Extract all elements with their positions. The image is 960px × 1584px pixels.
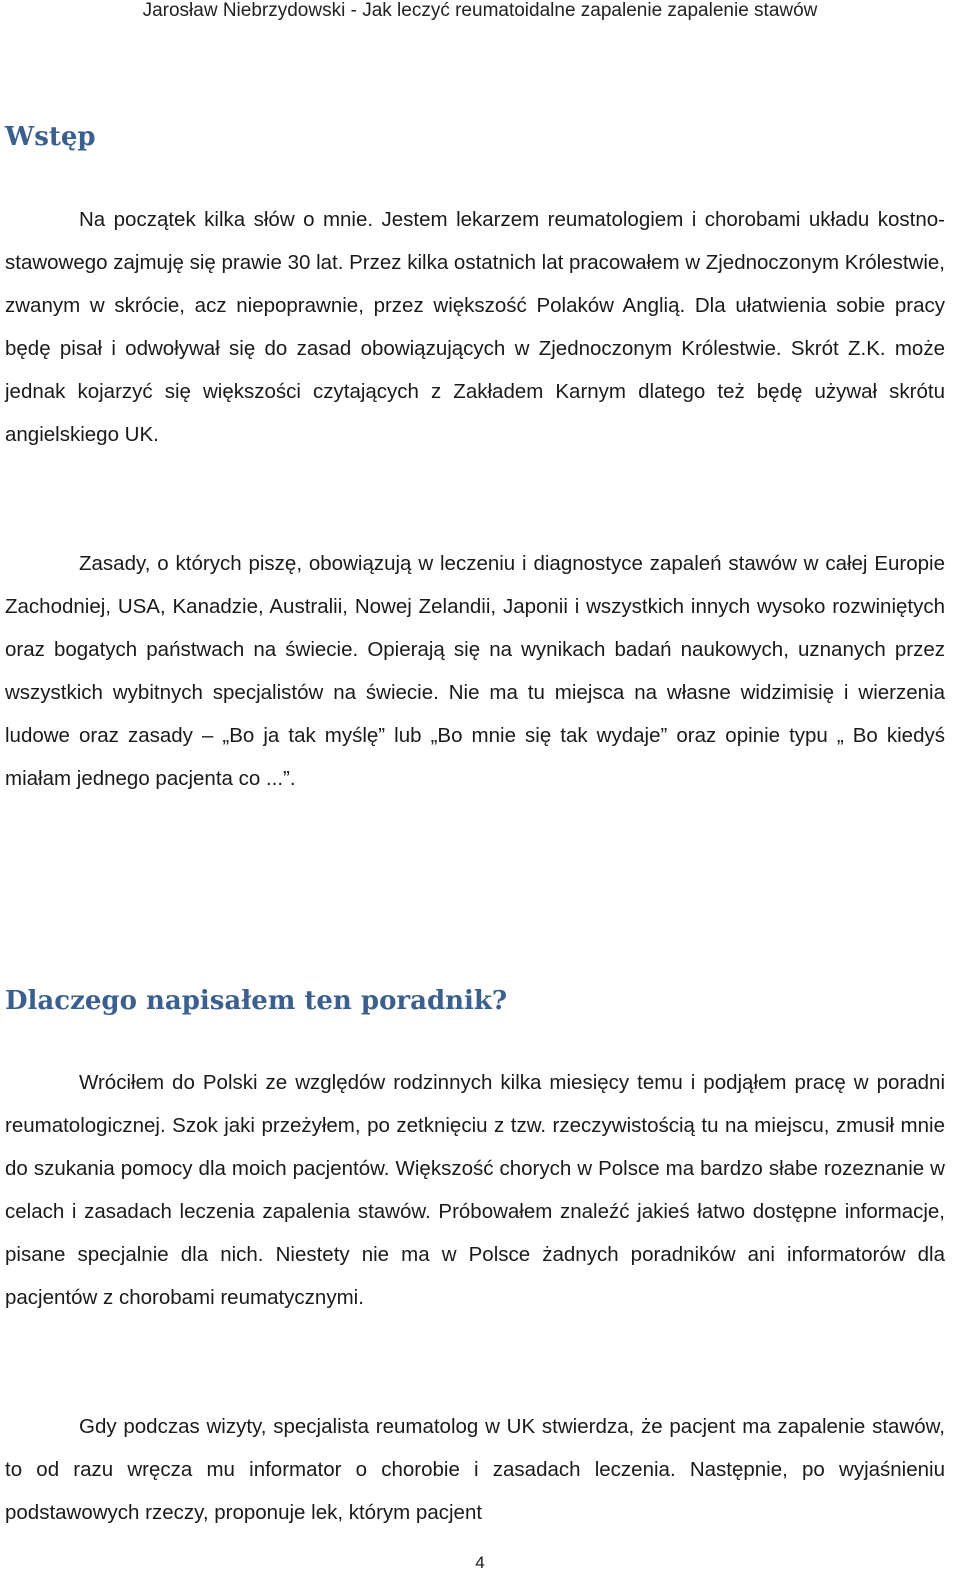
paragraph-why-1: Wróciłem do Polski ze względów rodzinnych kilka miesięcy temu i podjąłem pracę w poradni reumatologicznej. Szok jaki przeżyłem, po zetknięciu z tzw. rzeczywistością tu na miejscu, zmusił mnie do szukania pomocy dla moich pacjentów. Większość chorych w Polsce ma bardzo słabe rozeznanie w celach i zasadach leczenia zapalenia stawów. Próbowałem znaleźć jakieś łatwo dostępne informacje, pisane specjalnie dla nich. Niestety nie ma w Polsce żadnych poradników ani informatorów dla pacjentów z chorobami reumatycznymi. bbox=[5, 1071, 945, 1309]
page-number: 4 bbox=[475, 1553, 485, 1572]
running-header: Jarosław Niebrzydowski - Jak leczyć reumatoidalne zapalenie zapalenie stawów bbox=[142, 0, 818, 21]
paragraph-intro-2: Zasady, o których piszę, obowiązują w leczeniu i diagnostyce zapaleń stawów w całej Europie Zachodniej, USA, Kanadzie, Australii, Nowej Zelandii, Japonii i wszystkich innych wysoko rozwiniętych oraz bogatych państwach na świecie. Opierają się na wynikach badań naukowych, uznanych przez wszystkich wybitnych specjalistów na świecie. Nie ma tu miejsca na własne widzimisię i wierzenia ludowe oraz zasady – „Bo ja tak myślę” lub „Bo mnie się tak wydaje” oraz opinie typu „ Bo kiedyś miałam jednego pacjenta co ...”. bbox=[5, 552, 945, 790]
paragraph-why-2: Gdy podczas wizyty, specjalista reumatolog w UK stwierdza, że pacjent ma zapalenie stawów, to od razu wręcza mu informator o chorobie i zasadach leczenia. Następnie, po wyjaśnieniu podstawowych rzeczy, proponuje lek, którym pacjent bbox=[5, 1415, 945, 1524]
section-heading-dlaczego: Dlaczego napisałem ten poradnik? bbox=[5, 986, 508, 1016]
section-heading-wstep: Wstęp bbox=[5, 122, 96, 152]
paragraph-intro-1: Na początek kilka słów o mnie. Jestem lekarzem reumatologiem i chorobami układu kostno-stawowego zajmuję się prawie 30 lat. Przez kilka ostatnich lat pracowałem w Zjednoczonym Królestwie, zwanym w skrócie, acz niepoprawnie, przez większość Polaków Anglią. Dla ułatwienia sobie pracy będę pisał i odwoływał się do zasad obowiązujących w Zjednoczonym Królestwie. Skrót Z.K. może jednak kojarzyć się większości czytających z Zakładem Karnym dlatego też będę używał skrótu angielskiego UK. bbox=[5, 208, 945, 446]
